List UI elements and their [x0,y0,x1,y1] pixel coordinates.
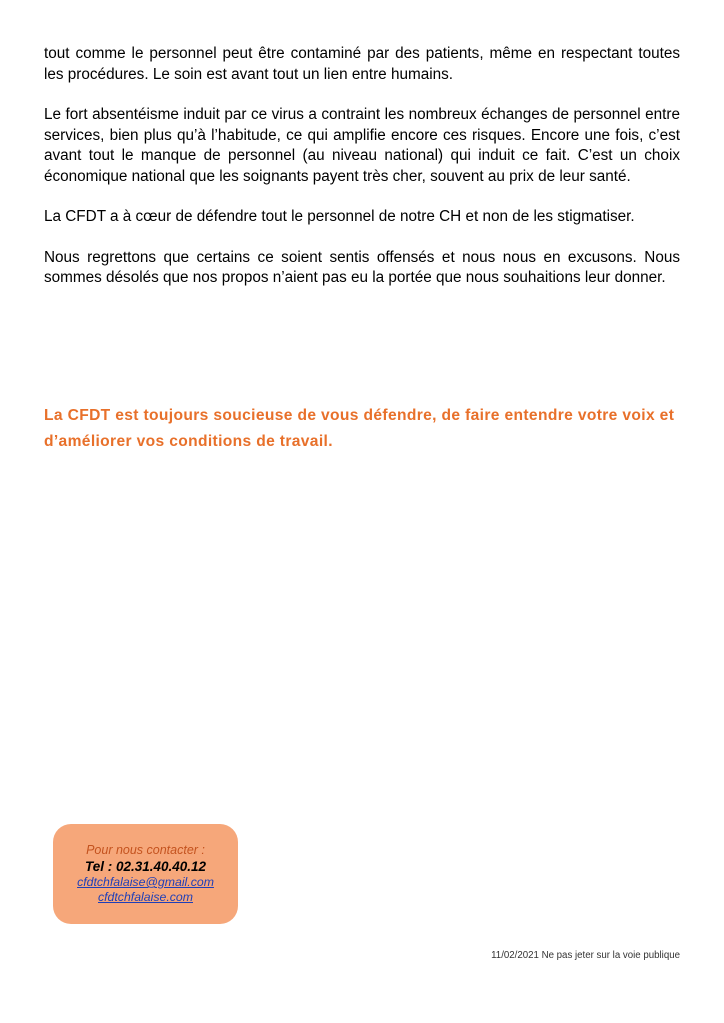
paragraph-absenteeism: Le fort absentéisme induit par ce virus a contraint les nombreux échanges de personnel entre services, bien plus qu’à l’habitude, ce qui amplifie encore ces risques. Encore une fois, c’est avant tout le manque de personnel (au niveau national) qui induit ce fait. C’est un choix économique national que les soignants payent très cher, souvent au prix de leur santé. [44,106,680,185]
page-footer: 11/02/2021 Ne pas jeter sur la voie publique [491,950,680,961]
paragraph-defend-staff: La CFDT a à cœur de défendre tout le personnel de notre CH et non de les stigmatiser. [44,208,635,225]
highlight-statement: La CFDT est toujours soucieuse de vous défendre, de faire entendre votre voix et d’améliorer vos conditions de travail. [44,407,675,450]
contact-phone: Tel : 02.31.40.40.12 [84,859,207,874]
document-body [44,44,680,289]
paragraph-apology: Nous regrettons que certains ce soient sentis offensés et nous nous en excusons. Nous sommes désolés que nos propos n’aient pas eu la portée que nous souhaitions leur donner. [44,248,680,286]
contact-email-link[interactable]: cfdtchfalaise@gmail.com [77,875,214,889]
contact-title: Pour nous contacter : [86,843,205,857]
contact-box [53,824,238,924]
paragraph-contamination: tout comme le personnel peut être contaminé par des patients, même en respectant toutes les procédures. Le soin est avant tout un lien entre humains. [44,45,680,83]
contact-website-link[interactable]: cfdtchfalaise.com [97,889,193,904]
